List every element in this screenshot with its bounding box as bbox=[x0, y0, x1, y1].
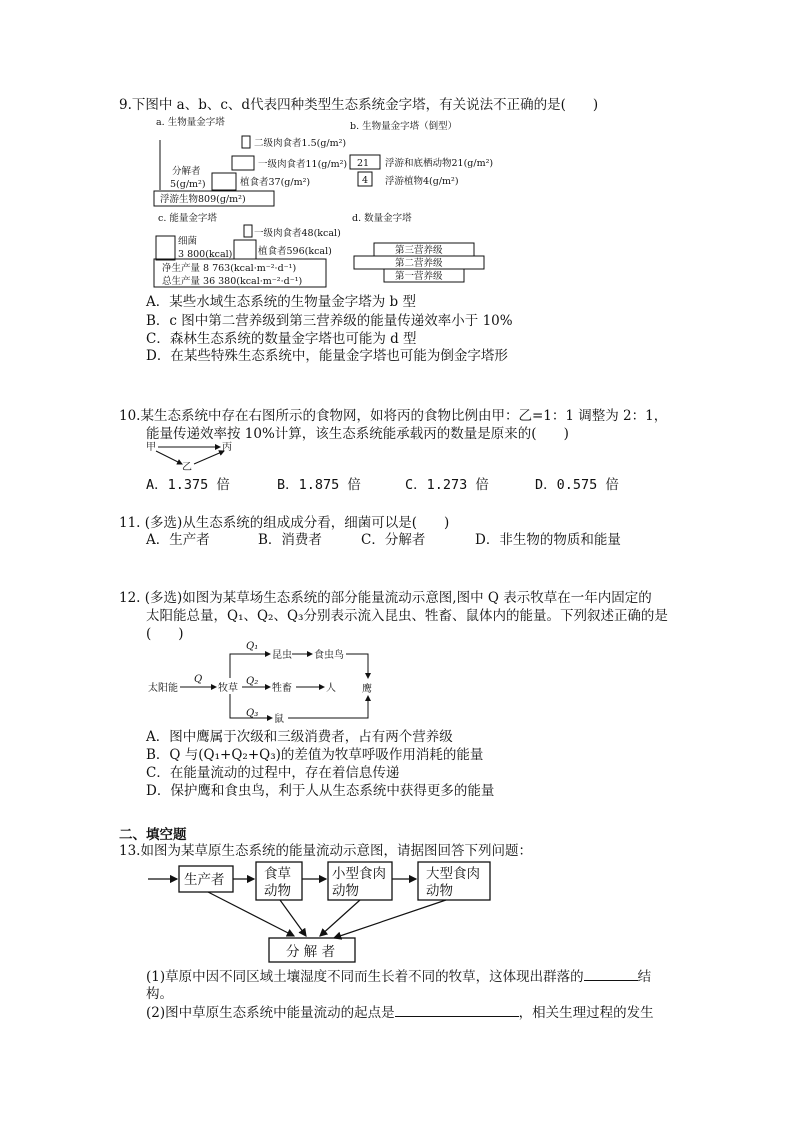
q12-option-c: C．在能量流动的过程中，存在着信息传递 bbox=[146, 765, 400, 781]
q13-blank-2[interactable] bbox=[395, 1002, 519, 1017]
box-herbivore-2: 动物 bbox=[264, 883, 291, 899]
a-decomposer-2: 5(g/m²) bbox=[170, 179, 206, 190]
a-base: 浮游生物809(g/m²) bbox=[160, 194, 246, 205]
d-title: d. 数量金字塔 bbox=[352, 213, 412, 224]
q13-part1-text: (1)草原中因不同区域土壤湿度不同而生长着不同的牧草，这体现出群落的 bbox=[146, 969, 584, 985]
a-level-1: 二级肉食者1.5(g/m²) bbox=[254, 138, 347, 149]
b-bottom-number: 4 bbox=[362, 175, 369, 186]
q13-part2-tail: ，相关生理过程的发生 bbox=[518, 1005, 654, 1021]
q13-energy-flow-figure bbox=[146, 858, 506, 964]
box-small-carnivore-1: 小型食肉 bbox=[332, 866, 386, 882]
q12-energy-flow-figure bbox=[146, 638, 386, 724]
q10-option-d: D．0.575 倍 bbox=[535, 477, 619, 493]
q13-part1-tail: 结 bbox=[637, 969, 652, 985]
q11-stem: 11. (多选)从生态系统的组成成分看，细菌可以是( ) bbox=[119, 515, 450, 531]
a-level-2: 一级肉食者11(g/m²) bbox=[258, 159, 348, 170]
web-bing: 丙 bbox=[222, 442, 232, 453]
fig-sun: 太阳能 bbox=[148, 683, 178, 694]
d-level-2: 第二营养级 bbox=[395, 258, 443, 269]
box-producer: 生产者 bbox=[184, 872, 225, 888]
q12-option-d: D．保护鹰和食虫鸟，利于人从生态系统中获得更多的能量 bbox=[146, 783, 495, 799]
c-level-1: 一级肉食者48(kcal) bbox=[254, 228, 341, 239]
q12-stem-line-3: ( ) bbox=[146, 626, 184, 642]
q11-option-b: B．消费者 bbox=[258, 532, 322, 548]
fig-bird: 食虫鸟 bbox=[314, 650, 344, 661]
q10-food-web bbox=[146, 440, 246, 472]
c-level-2: 植食者596(kcal) bbox=[258, 246, 332, 257]
q11-option-d: D．非生物的物质和能量 bbox=[475, 532, 621, 548]
q13-stem: 13.如图为某草原生态系统的能量流动示意图，请据图回答下列问题： bbox=[119, 843, 532, 859]
q10-option-c: C．1.273 倍 bbox=[405, 477, 489, 493]
q12-option-b: B．Q 与(Q₁+Q₂+Q₃)的差值为牧草呼吸作用消耗的能量 bbox=[146, 747, 484, 763]
box-herbivore-1: 食草 bbox=[264, 866, 291, 882]
q13-part2-text: (2)图中草原生态系统中能量流动的起点是 bbox=[146, 1005, 395, 1021]
fig-human: 人 bbox=[326, 683, 336, 694]
d-level-1: 第一营养级 bbox=[395, 271, 443, 282]
section-title: 二、填空题 bbox=[119, 827, 187, 843]
fig-livestock: 牲畜 bbox=[272, 683, 292, 694]
q9-option-a: A．某些水域生态系统的生物量金字塔为 b 型 bbox=[146, 294, 416, 310]
q11-option-c: C．分解者 bbox=[361, 532, 426, 548]
d-level-3: 第三营养级 bbox=[395, 245, 443, 256]
b-bottom-label: 浮游植物4(g/m²) bbox=[385, 176, 459, 187]
q9-option-d: D．在某些特殊生态系统中，能量金字塔也可能为倒金字塔形 bbox=[146, 348, 508, 364]
q12-stem-line-1: 12. (多选)如图为某草场生态系统的部分能量流动示意图,图中 Q 表示牧草在一年内固定的 bbox=[119, 590, 652, 606]
c-bacteria-1: 细菌 bbox=[178, 236, 198, 247]
fig-grass: 牧草 bbox=[218, 683, 238, 694]
c-base-1: 净生产量 8 763(kcal·m⁻²·d⁻¹) bbox=[162, 263, 297, 274]
q10-option-a: A．1.375 倍 bbox=[146, 477, 230, 493]
q10-stem-line-1: 10.某生态系统中存在右图所示的食物网，如将丙的食物比例由甲：乙=1：1 调整为 2：1， bbox=[119, 408, 668, 424]
box-large-carnivore-2: 动物 bbox=[426, 883, 453, 899]
q12-option-a: A．图中鹰属于次级和三级消费者，占有两个营养级 bbox=[146, 729, 453, 745]
a-title: a. 生物量金字塔 bbox=[156, 117, 225, 128]
q9-stem: 9.下图中 a、b、c、d代表四种类型生态系统金字塔，有关说法不正确的是( ) bbox=[119, 97, 599, 113]
q13-blank-1[interactable] bbox=[584, 966, 638, 981]
q13-part1-line2: 构。 bbox=[146, 986, 173, 1002]
q10-stem-line-2: 能量传递效率按 10%计算，该生态系统能承载丙的数量是原来的( ) bbox=[146, 426, 569, 442]
q9-pyramid-figure bbox=[140, 112, 520, 288]
fig-mouse: 鼠 bbox=[274, 714, 284, 724]
fig-q1: Q₁ bbox=[246, 641, 259, 652]
fig-q: Q bbox=[194, 674, 203, 685]
fig-insect: 昆虫 bbox=[272, 650, 292, 661]
q12-stem-line-2: 太阳能总量，Q₁、Q₂、Q₃分别表示流入昆虫、牲畜、鼠体内的能量。下列叙述正确的是 bbox=[146, 608, 668, 624]
q9-option-c: C．森林生态系统的数量金字塔也可能为 d 型 bbox=[146, 331, 417, 347]
q9-option-b: B．c 图中第二营养级到第三营养级的能量传递效率小于 10% bbox=[146, 313, 513, 329]
q13-part2-line1 bbox=[146, 1002, 654, 1023]
b-top-label: 浮游和底栖动物21(g/m²) bbox=[385, 158, 494, 169]
box-decomposer: 分 解 者 bbox=[286, 944, 336, 960]
c-title: c. 能量金字塔 bbox=[158, 213, 217, 224]
c-base-2: 总生产量 36 380(kcal·m⁻²·d⁻¹) bbox=[162, 276, 303, 287]
q13-part1-line1 bbox=[146, 966, 651, 987]
a-decomposer-1: 分解者 bbox=[172, 166, 201, 177]
fig-hawk: 鹰 bbox=[362, 684, 372, 695]
fig-q2: Q₂ bbox=[246, 676, 259, 687]
b-top-number: 21 bbox=[357, 158, 370, 169]
box-small-carnivore-2: 动物 bbox=[332, 883, 359, 899]
fig-q3: Q₃ bbox=[246, 708, 259, 719]
web-jia: 甲 bbox=[146, 442, 156, 453]
c-bacteria-2: 3 800(kcal) bbox=[178, 249, 233, 260]
q11-option-a: A．生产者 bbox=[146, 532, 210, 548]
q10-option-b: B．1.875 倍 bbox=[277, 477, 361, 493]
web-yi: 乙 bbox=[182, 462, 192, 472]
box-large-carnivore-1: 大型食肉 bbox=[426, 866, 480, 882]
b-title: b. 生物量金字塔（倒型） bbox=[350, 121, 458, 132]
a-level-3: 植食者37(g/m²) bbox=[240, 177, 311, 188]
